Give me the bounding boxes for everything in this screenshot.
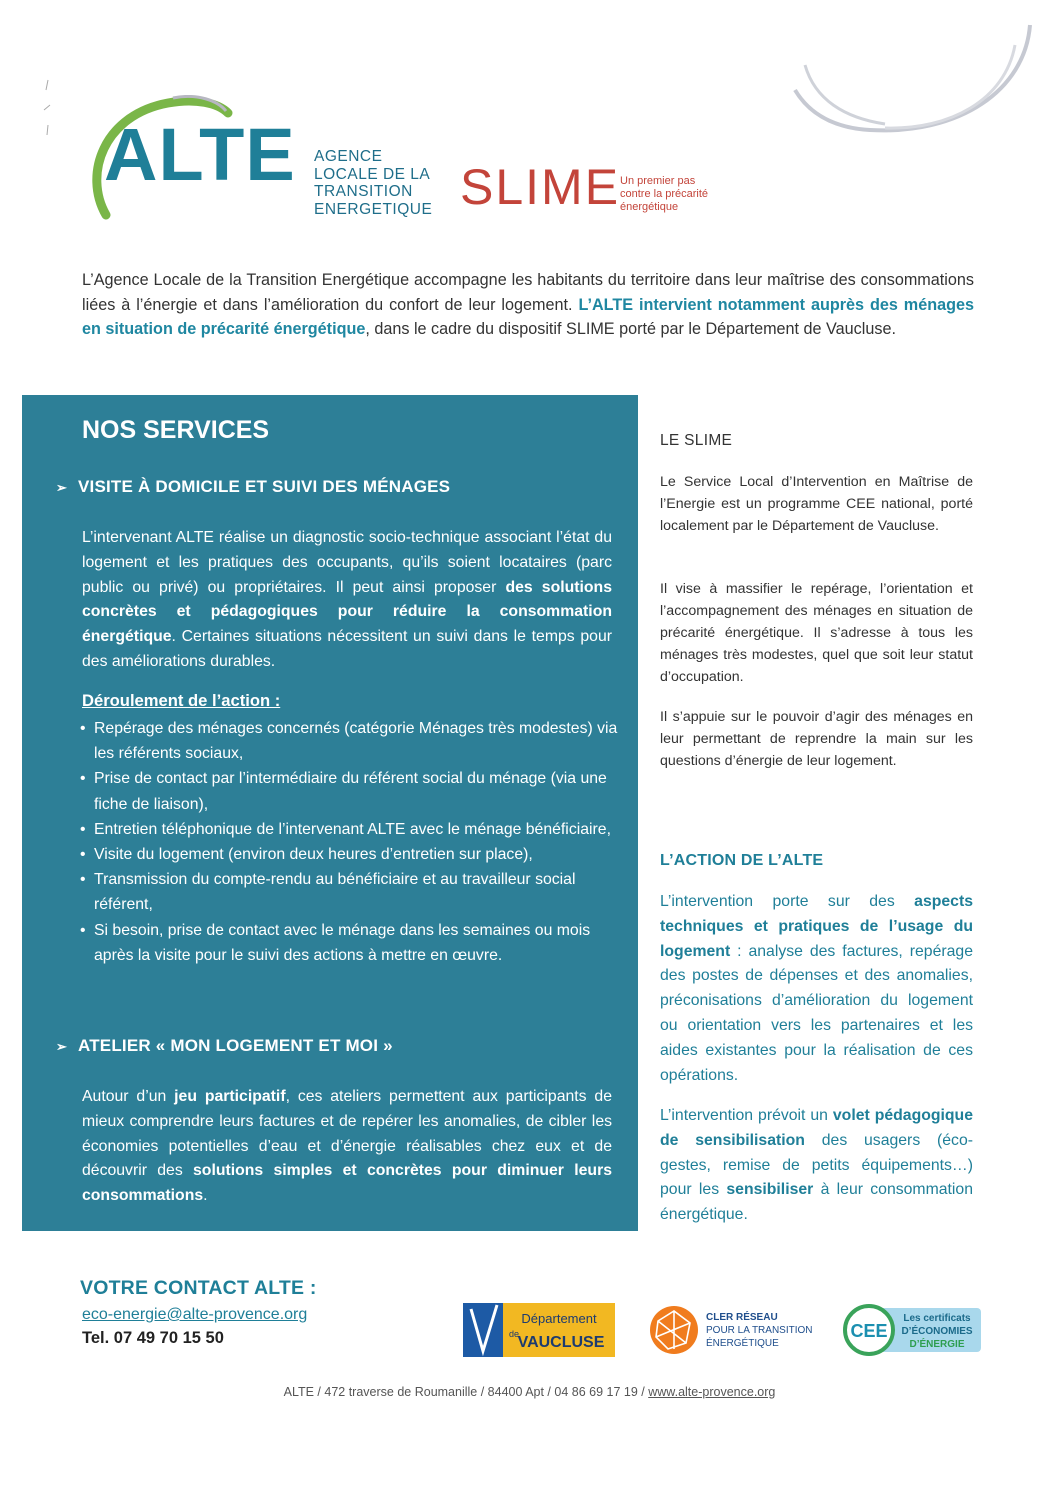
cee-line-3: D’ÉNERGIE — [909, 1339, 965, 1350]
arrow-bullet-icon: ➢ — [56, 480, 68, 495]
atelier-text-b: , ces ateliers permettent aux participants de mieux comprendre leurs factures et de repérer les anomalies, de cibler les économies potentielles d’eau et d’énergie réalisables chez eux et de découvrir des — [82, 1088, 612, 1180]
list-item: • Transmission du compte-rendu au bénéficiaire et au travailleur social référent, — [80, 867, 620, 917]
action-heading: L’ACTION DE L’ALTE — [660, 852, 824, 869]
atelier-paragraph — [82, 1085, 612, 1209]
contact-phone: Tel. 07 49 70 15 50 — [82, 1329, 224, 1347]
visite-bold: des solutions concrètes et pédagogiques pour réduire la consommation énergétique — [82, 578, 612, 646]
slime-tagline-1: Un premier pas — [620, 175, 696, 187]
agency-line-1: AGENCE — [314, 148, 383, 165]
agency-line-3: TRANSITION — [314, 183, 413, 200]
atelier-text-c: . — [203, 1187, 208, 1205]
slime-tagline — [620, 175, 708, 214]
intro-text-b: , dans le cadre du dispositif SLIME porté par le Département de Vaucluse. — [365, 320, 896, 338]
cler-line-2: POUR LA TRANSITION — [706, 1325, 813, 1336]
list-item: • Repérage des ménages concernés (catégorie Ménages très modestes) via les référents sociaux, — [80, 716, 620, 766]
cee-line-1: Les certificats — [903, 1313, 971, 1324]
list-item: • Si besoin, prise de contact avec le ménage dans les semaines ou mois après la visite pour le suivi des actions à mettre en œuvre. — [80, 918, 620, 968]
visite-paragraph — [82, 526, 612, 675]
deroulement-title: Déroulement de l’action : — [82, 691, 281, 710]
vaucluse-top-text: Département — [521, 1311, 597, 1326]
contact-email-link[interactable]: eco-energie@alte-provence.org — [82, 1306, 308, 1323]
agency-line-4: ENERGETIQUE — [314, 200, 433, 218]
slime-heading: LE SLIME — [660, 432, 733, 449]
intro-highlight: L’ALTE intervient notamment auprès des ménages en situation de précarité énergétique — [82, 295, 974, 338]
action-paragraph-2 — [660, 1104, 973, 1228]
cler-line-1: CLER RÉSEAU — [706, 1312, 778, 1323]
alte-agency-name — [314, 148, 432, 218]
cee-line-2: D’ÉCONOMIES — [901, 1326, 973, 1337]
cler-line-3: ÉNERGÉTIQUE — [706, 1338, 779, 1349]
arrow-bullet-icon: ➢ — [56, 1039, 68, 1054]
slime-paragraph-3: Il s’appuie sur le pouvoir d’agir des ménages en leur permettant de reprendre la main sur les questions d’énergie de leur logement. — [660, 709, 973, 769]
action-p2-text-c: à leur consommation énergétique. — [660, 1181, 973, 1224]
action-p1-text-b: : analyse des factures, repérage des postes de dépenses et des anomalies, préconisations d’amélioration du logement ou orientation vers les partenaires et les aides existantes pour la réalisation de ces opérations. — [660, 942, 973, 1084]
agency-line-2: LOCALE DE LA — [314, 165, 431, 183]
vaucluse-logo — [463, 1303, 615, 1357]
footer-website-link[interactable]: www.alte-provence.org — [648, 1385, 776, 1399]
vaucluse-de-text: de — [509, 1329, 520, 1339]
action-p1-bold: aspects techniques et pratiques de l’usage du logement — [660, 893, 973, 960]
slime-paragraph-1: Le Service Local d’Intervention en Maîtrise de l’Energie est un programme CEE national, porté localement par le Département de Vaucluse. — [660, 474, 973, 534]
slime-tagline-3: énergétique — [620, 201, 679, 213]
contact-title: VOTRE CONTACT ALTE : — [80, 1277, 317, 1299]
slime-logo-text: SLIME — [460, 159, 621, 215]
action-p1-text-a: L’intervention porte sur des — [660, 893, 915, 910]
cee-badge-text: CEE — [850, 1321, 888, 1341]
action-p2-text-b: des usagers (éco-gestes, remise de petits équipements…) pour les — [660, 1131, 974, 1199]
visite-heading-label: VISITE À DOMICILE ET SUIVI DES MÉNAGES — [78, 477, 451, 496]
footer-address — [0, 1385, 1059, 1399]
action-paragraph-1 — [660, 890, 973, 1088]
slime-tagline-2: contre la précarité — [620, 188, 709, 200]
action-p2-bold-a: volet pédagogique de sensibilisation — [660, 1107, 973, 1149]
cler-logo — [648, 1303, 828, 1357]
vaucluse-bottom-text: VAUCLUSE — [517, 1334, 605, 1351]
visite-text-a: L’intervenant ALTE réalise un diagnostic socio-technique associant l’état du logement et les pratiques des occupants, qu’ils soient locataires (parc public ou privé) ou propriétaires. Il peut ainsi proposer — [82, 529, 612, 596]
alte-logo-text: ALTE — [104, 113, 296, 196]
services-title: NOS SERVICES — [82, 416, 270, 444]
atelier-bold-a: jeu participatif — [174, 1088, 286, 1105]
list-item: • Prise de contact par l’intermédiaire du référent social du ménage (via une fiche de liaison), — [80, 766, 620, 816]
action-p2-bold-b: sensibiliser — [726, 1181, 814, 1199]
visite-text-b: . Certaines situations nécessitent un suivi dans le temps pour des améliorations durables. — [82, 628, 612, 670]
list-item: • Visite du logement (environ deux heures d’entretien sur place), — [80, 842, 620, 867]
visite-heading — [56, 477, 450, 497]
action-p2-text-a: L’intervention prévoit un — [660, 1107, 833, 1124]
atelier-text-a: Autour d’un — [82, 1088, 175, 1105]
list-item: • Entretien téléphonique de l’intervenant ALTE avec le ménage bénéficiaire, — [80, 817, 620, 842]
slime-paragraph-2: Il vise à massifier le repérage, l’orientation et l’accompagnement des ménages en situation de précarité énergétique. Il s’adresse à tous les ménages très modestes, quel que soit leur statut d’occupation. — [660, 581, 973, 685]
atelier-heading — [56, 1036, 393, 1056]
intro-text-a: L’Agence Locale de la Transition Energétique accompagne les habitants du territoire dans leur maîtrise des consommations liées à l’énergie et dans l’amélioration du confort de leur logement. — [82, 271, 974, 314]
corner-arcs-decoration — [790, 20, 1040, 150]
scan-marks — [30, 70, 60, 150]
deroulement-list — [80, 716, 620, 968]
atelier-heading-label: ATELIER « MON LOGEMENT ET MOI » — [78, 1036, 393, 1055]
footer-text: ALTE / 472 traverse de Roumanille / 84400 Apt / 04 86 69 17 19 / — [283, 1385, 649, 1399]
intro-paragraph — [82, 268, 974, 342]
atelier-bold-b: solutions simples et concrètes pour diminuer leurs consommations — [82, 1162, 613, 1205]
cee-logo — [843, 1302, 983, 1358]
